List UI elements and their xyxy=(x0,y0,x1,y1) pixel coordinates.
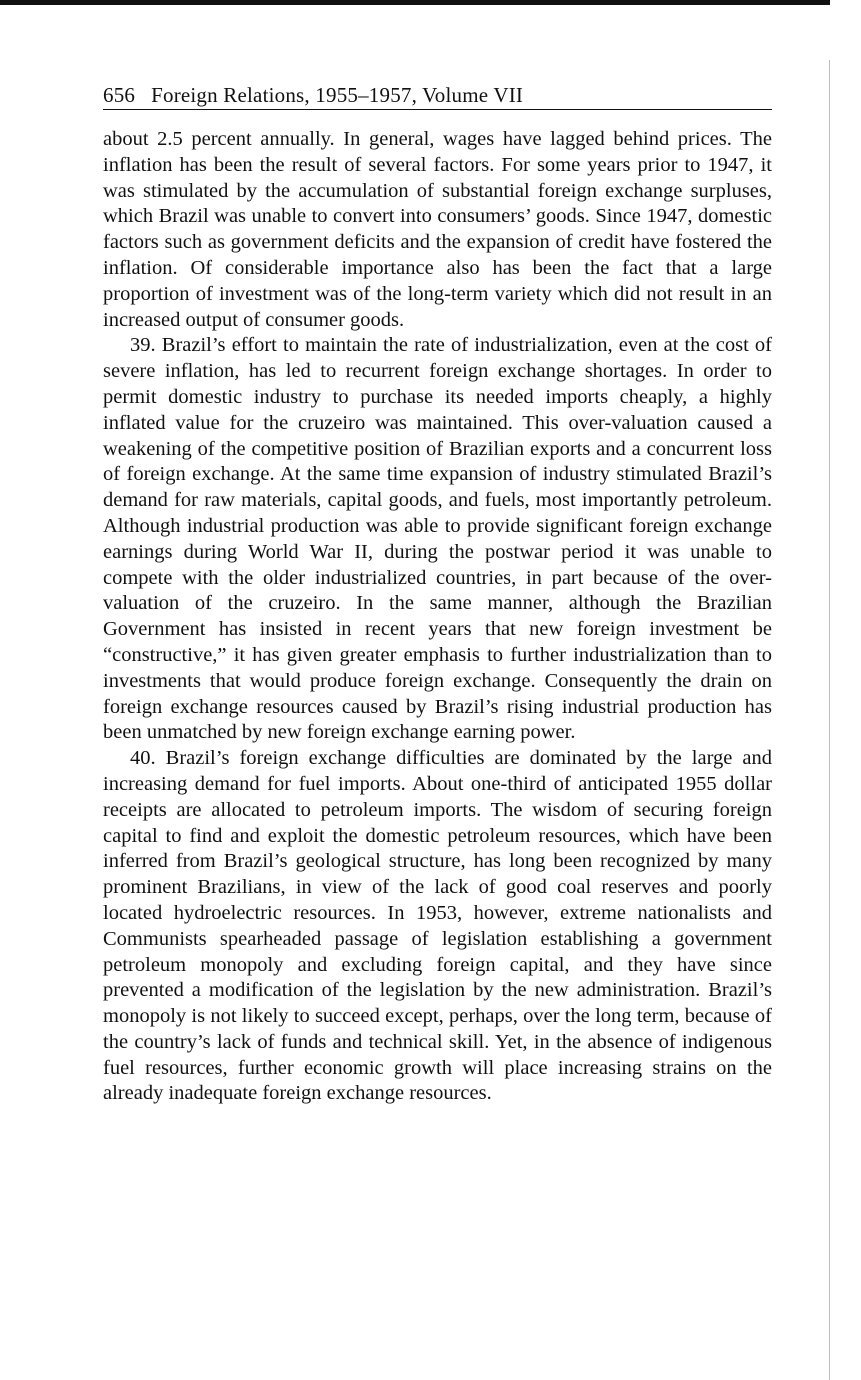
scan-right-edge xyxy=(829,60,830,1380)
document-page xyxy=(103,82,772,1107)
paragraph-39: 39. Brazil’s effort to maintain the rate of industrialization, even at the cost of severe inflation, has led to recurrent foreign exchange shortages. In order to permit domestic industry to purchase its needed imports cheaply, a highly inflated value for the cruzeiro was maintained. This over-valuation caused a weakening of the competitive position of Brazilian exports and a concurrent loss of foreign exchange. At the same time expansion of industry stimulated Brazil’s demand for raw materials, capital goods, and fuels, most importantly petroleum. Although industrial production was able to provide significant foreign exchange earnings during World War II, during the postwar period it was unable to compete with the older industrialized countries, in part because of the over-valuation of the cruzeiro. In the same manner, although the Brazilian Government has insisted in recent years that new foreign investment be “constructive,” it has given greater emphasis to further industrialization than to investments that would produce foreign exchange. Consequently the drain on foreign exchange resources caused by Brazil’s rising industrial production has been unmatched by new foreign exchange earning power. xyxy=(103,334,772,744)
paragraph-continued: about 2.5 percent annually. In general, wages have lagged behind prices. The inflation has been the result of several factors. For some years prior to 1947, it was stimulated by the accumulation of substantial foreign exchange surpluses, which Brazil was unable to convert into consumers’ goods. Since 1947, domestic factors such as government deficits and the expansion of credit have fostered the inflation. Of considerable importance also has been the fact that a large proportion of investment was of the long-term variety which did not result in an increased output of consumer goods. xyxy=(103,128,772,331)
body-text xyxy=(103,127,772,1107)
page-number: 656 xyxy=(103,83,136,107)
paragraph-40: 40. Brazil’s foreign exchange difficulties are dominated by the large and increasing demand for fuel imports. About one-third of anticipated 1955 dollar receipts are allocated to petroleum imports. The wisdom of securing foreign capital to find and exploit the domestic petroleum resources, which have been inferred from Brazil’s geological structure, has long been recognized by many prominent Brazilians, in view of the lack of good coal reserves and poorly located hydroelectric resources. In 1953, however, extreme nationalists and Communists spearheaded passage of legislation establishing a government petroleum monopoly and excluding foreign capital, and they have since prevented a modification of the legislation by the new administration. Brazil’s monopoly is not likely to succeed except, perhaps, over the long term, because of the country’s lack of funds and technical skill. Yet, in the absence of indigenous fuel resources, further economic growth will place increasing strains on the already inadequate foreign exchange resources. xyxy=(103,747,772,1105)
running-head-title: Foreign Relations, 1955–1957, Volume VII xyxy=(151,83,524,107)
running-head xyxy=(103,82,772,110)
scan-top-edge xyxy=(0,0,830,5)
